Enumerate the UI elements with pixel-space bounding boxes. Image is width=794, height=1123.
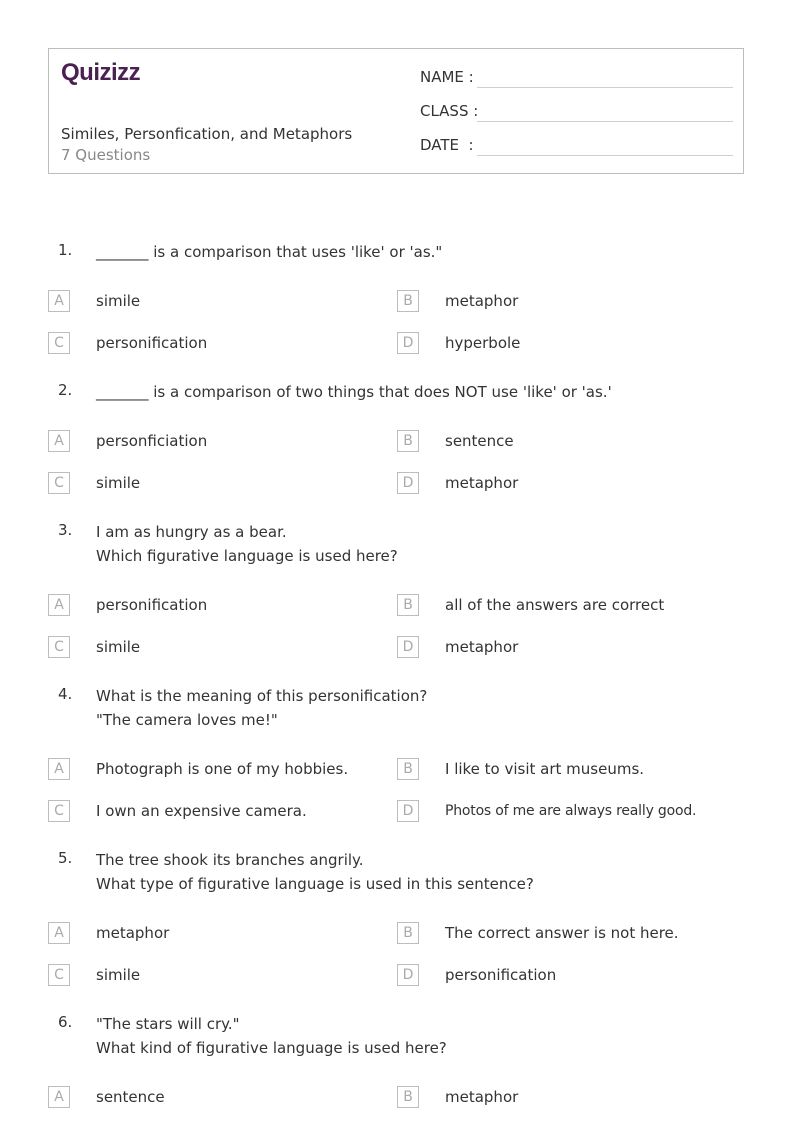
option-text[interactable]: metaphor [445,1088,519,1106]
question-text-line-2: What type of figurative language is used in this sentence? [96,875,534,893]
option-text[interactable]: metaphor [445,474,519,492]
option-text[interactable]: hyperbole [445,334,521,352]
question-number: 1. [58,241,73,259]
option-text[interactable]: simile [96,638,141,656]
name-line[interactable] [477,87,733,88]
question-number: 3. [58,521,73,539]
question-text-line-2: What kind of figurative language is used here? [96,1039,447,1057]
option-text[interactable]: all of the answers are correct [445,596,665,614]
option-letter-d[interactable]: D [397,332,419,354]
option-letter-c[interactable]: C [48,800,70,822]
class-field[interactable] [420,102,733,122]
name-field[interactable] [420,68,733,88]
worksheet-title: Similes, Personfication, and Metaphors [61,125,353,143]
question-text-line-1: The tree shook its branches angrily. [96,851,364,869]
option-letter-d[interactable]: D [397,472,419,494]
class-line[interactable] [477,121,733,122]
question-number: 2. [58,381,73,399]
question-text: _______ is a comparison of two things that does NOT use 'like' or 'as.' [96,383,612,401]
option-letter-b[interactable]: B [397,594,419,616]
question-count: 7 Questions [61,146,151,164]
question-text-line-1: I am as hungry as a bear. [96,523,287,541]
option-text[interactable]: Photograph is one of my hobbies. [96,760,349,778]
question-number: 6. [58,1013,73,1031]
option-text[interactable]: The correct answer is not here. [445,924,679,942]
option-letter-a[interactable]: A [48,1086,70,1108]
question-number: 4. [58,685,73,703]
question-text: _______ is a comparison that uses 'like' or 'as." [96,243,443,261]
option-letter-c[interactable]: C [48,332,70,354]
option-text[interactable]: metaphor [445,638,519,656]
date-field[interactable] [420,136,733,156]
option-text[interactable]: sentence [445,432,514,450]
option-text[interactable]: personification [445,966,557,984]
option-letter-b[interactable]: B [397,430,419,452]
option-letter-b[interactable]: B [397,290,419,312]
option-letter-d[interactable]: D [397,800,419,822]
option-letter-a[interactable]: A [48,290,70,312]
option-letter-d[interactable]: D [397,964,419,986]
option-letter-c[interactable]: C [48,964,70,986]
option-text[interactable]: I like to visit art museums. [445,760,645,778]
question-text-line-2: "The camera loves me!" [96,711,278,729]
option-letter-c[interactable]: C [48,472,70,494]
option-letter-a[interactable]: A [48,430,70,452]
option-text[interactable]: simile [96,474,141,492]
option-text[interactable]: metaphor [96,924,170,942]
worksheet-header [48,48,744,174]
question-number: 5. [58,849,73,867]
option-text[interactable]: I own an expensive camera. [96,802,307,820]
option-letter-a[interactable]: A [48,922,70,944]
option-text[interactable]: sentence [96,1088,165,1106]
option-text[interactable]: simile [96,292,141,310]
date-label: DATE : [420,136,474,154]
name-label: NAME : [420,68,474,86]
option-text[interactable]: simile [96,966,141,984]
question-text-line-1: What is the meaning of this personification? [96,687,428,705]
question-text-line-1: "The stars will cry." [96,1015,240,1033]
class-label: CLASS : [420,102,479,120]
option-letter-b[interactable]: B [397,922,419,944]
quizizz-logo: Quizizz [61,59,141,86]
option-text[interactable]: personification [96,334,208,352]
question-text-line-2: Which figurative language is used here? [96,547,398,565]
option-letter-c[interactable]: C [48,636,70,658]
option-text[interactable]: metaphor [445,292,519,310]
option-text[interactable]: Photos of me are always really good. [445,803,697,819]
option-text[interactable]: personficiation [96,432,208,450]
option-letter-d[interactable]: D [397,636,419,658]
option-letter-a[interactable]: A [48,758,70,780]
option-letter-a[interactable]: A [48,594,70,616]
option-letter-b[interactable]: B [397,1086,419,1108]
option-text[interactable]: personification [96,596,208,614]
option-letter-b[interactable]: B [397,758,419,780]
date-line[interactable] [477,155,733,156]
